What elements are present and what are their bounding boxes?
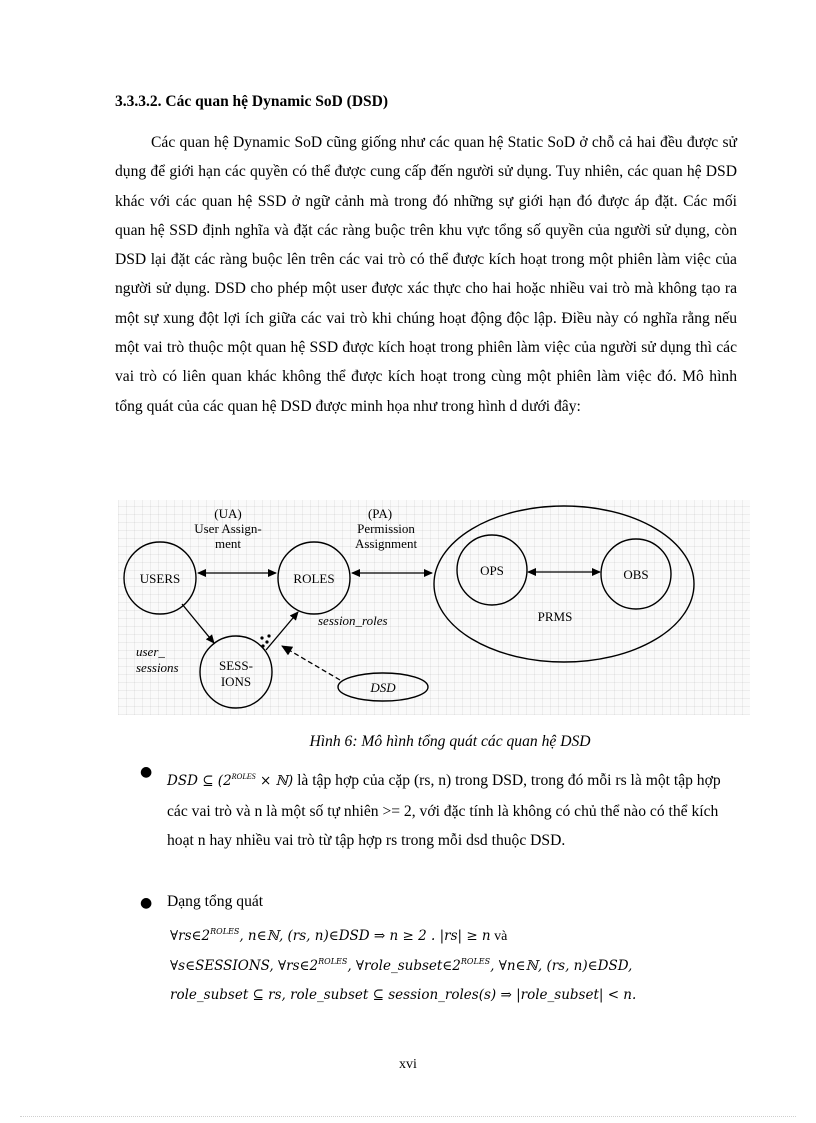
formula-line-3: role_subset ⊆ rs, role_subset ⊆ session_roles(s) ⇒ |role_subset| < n. [170,987,637,1003]
bullet-item-dsd-definition [167,762,727,856]
user-sessions-arrow [182,604,214,643]
page-number: xvi [399,1057,417,1072]
bullet-text: là tập hợp của cặp (rs, n) trong DSD, trong đó mỗi rs là một tập hợp các vai trò và n là một số tự nhiên >= 2, với đặc tính là không có chủ thể nào có thể kích hoạt n hay nhiều vai trò từ tập hợp rs trong mỗi dsd thuộc DSD. [167,772,721,849]
dot [261,644,264,647]
session-roles-arrow [266,612,298,650]
pa-label-1: Permission [357,521,415,536]
sessions-label-2: IONS [220,674,252,689]
dsd-diagram [118,500,750,715]
users-label: USERS [139,571,181,586]
math-subset: ⊆ (2 [197,773,232,789]
dot [260,636,263,639]
formula-line-2: ∀s∈SESSIONS, $\forall rs\in 2^{ROLES}$, $\forall role\_subset\in 2^{ROLES}$, ∀n∈ℕ, (rs, n)∈DSD, [170,957,633,974]
ua-label-1: User Assign- [194,521,262,536]
bullet-dot: ● [140,764,153,780]
math-rest: × ℕ) [255,773,294,789]
body-paragraph [115,128,737,421]
dsd-constraint-arrow [282,646,340,680]
section-heading: 3.3.3.2. Các quan hệ Dynamic SoD (DSD) [115,93,388,110]
ops-label: OPS [480,563,504,578]
formula-line-1: $\forall rs\in 2^{ROLES}$, n∈ℕ, (rs, n)∈DSD ⇒ n ≥ 2 . |rs| ≥ n và [170,927,508,944]
pa-abbr: (PA) [367,506,393,521]
ua-abbr: (UA) [214,506,242,521]
figure-caption: Hình 6: Mô hình tổng quát các quan hệ DSD [309,733,591,750]
roles-label: ROLES [293,571,335,586]
user-sessions-label-1: user_ [136,644,165,659]
session-roles-label: session_roles [318,613,388,628]
pa-label-2: Assignment [354,536,418,551]
prms-ellipse [434,506,694,662]
dot [265,640,268,643]
paragraph-text: Các quan hệ Dynamic SoD cũng giống như các quan hệ Static SoD ở chỗ cả hai đều được sử dụng để giới hạn các quyền có thể được cung cấp đến người sử dụng. Tuy nhiên, các quan hệ DSD khác với các quan hệ SSD ở ngữ cảnh mà trong đó những sự giới hạn đó được áp đặt. Các mối quan hệ SSD định nghĩa và đặt các ràng buộc trên khu vực tổng số quyền của người sử dụng, còn DSD lại đặt các ràng buộc lên trên các vai trò có thể được kích hoạt trong một phiên làm việc của người sử dụng. DSD cho phép một user được xác thực cho hai hoặc nhiều vai trò mà không tạo ra một sự xung đột lợi ích giữa các vai trò khi chúng hoạt động độc lập. Điều này có nghĩa rằng nếu một vai trò thuộc một quan hệ SSD được kích hoạt trong phiên làm việc của người sử dụng thì các vai trò có liên quan khác không thể được kích hoạt trong cùng một phiên làm việc đó. Mô hình tổng quát của các quan hệ DSD được minh họa như trong hình d dưới đây: [115,134,738,415]
ua-label-2: ment [215,536,241,551]
bullet-item-general-form: Dạng tổng quát [167,893,264,910]
math-sup-roles: ROLES [231,772,256,781]
dsd-label: DSD [370,680,396,695]
bullet-dot: ● [140,895,153,911]
user-sessions-label-2: sessions [136,660,179,675]
sessions-label-1: SESS- [219,658,253,673]
obs-label: OBS [623,567,649,582]
dot [267,634,270,637]
dsd-diagram-svg [118,500,750,715]
math-dsd: DSD [167,773,198,789]
prms-label: PRMS [537,609,573,624]
footer-divider [20,1116,796,1117]
